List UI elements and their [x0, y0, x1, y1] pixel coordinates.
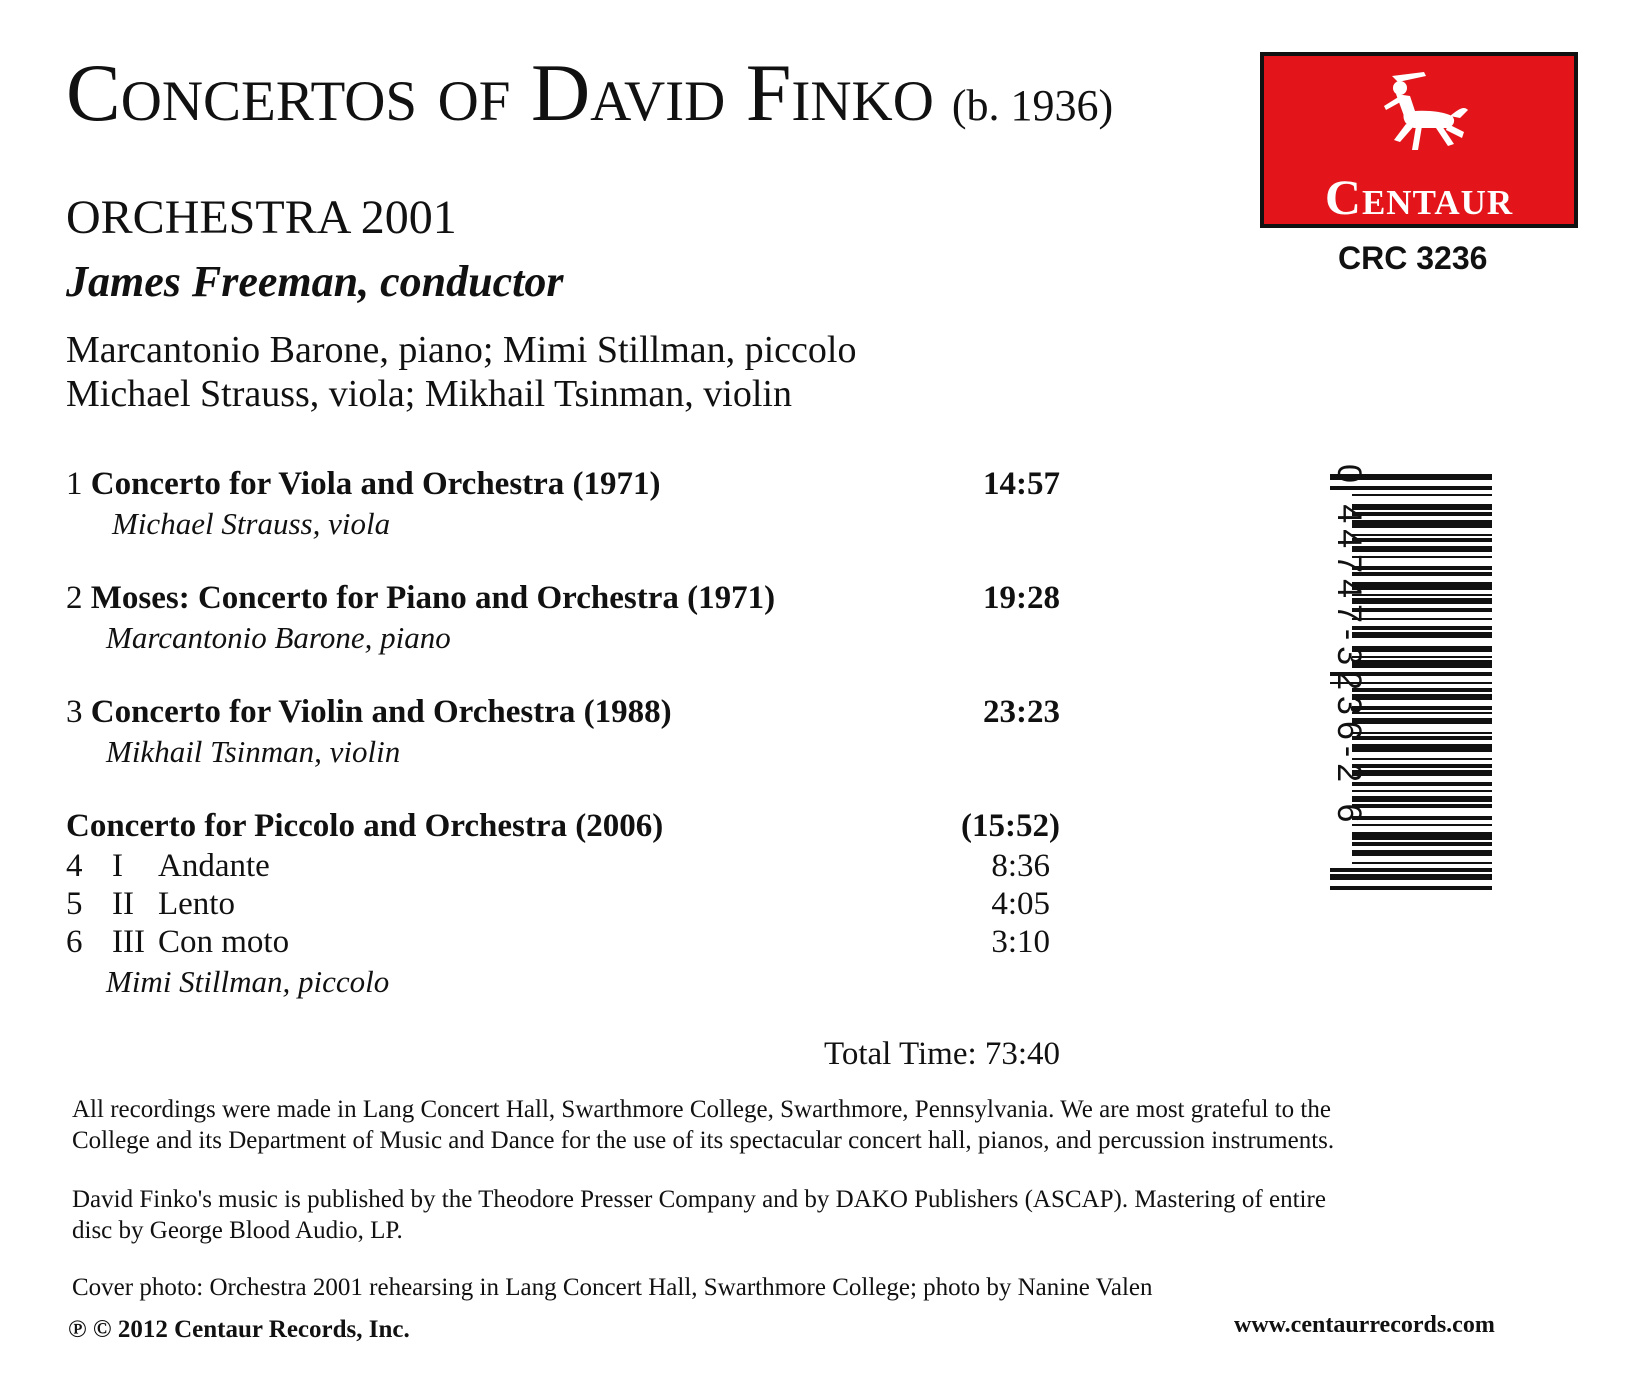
barcode-bar [1352, 494, 1492, 496]
barcode-bar [1352, 546, 1492, 552]
barcode-bar [1352, 512, 1492, 516]
movement-name: Con moto [158, 924, 290, 960]
album-title [66, 47, 1114, 138]
barcode-bar [1352, 862, 1492, 864]
track-1-soloist: Michael Strauss, viola [112, 506, 391, 541]
barcode-bar [1352, 556, 1492, 558]
barcode-bar [1352, 618, 1492, 620]
barcode-bar [1352, 764, 1492, 768]
barcode-bar [1352, 504, 1492, 510]
barcode-bar [1352, 538, 1492, 542]
barcode-bar [1352, 582, 1492, 590]
barcode-bar [1352, 534, 1492, 536]
track-3-time: 23:23 [983, 694, 1060, 730]
movement-6-time: 3:10 [991, 924, 1050, 960]
track-number: 4 [66, 848, 83, 884]
centaur-logo [1260, 52, 1578, 228]
piccolo-concerto-heading [66, 808, 663, 845]
track-2-time: 19:28 [983, 580, 1060, 616]
track-1-heading [66, 466, 661, 503]
track-3-soloist: Mikhail Tsinman, violin [106, 734, 401, 769]
track-2-soloist: Marcantonio Barone, piano [106, 620, 451, 655]
movement-roman: I [112, 848, 123, 884]
barcode-bar [1352, 744, 1492, 752]
barcode-bar [1352, 736, 1492, 740]
piccolo-concerto-time: (15:52) [961, 808, 1060, 844]
album-title-text: Concertos of David Finko [66, 47, 934, 138]
barcode-bar [1352, 598, 1492, 604]
work-title: Concerto for Piccolo and Orchestra (2006) [66, 808, 664, 844]
publishing-note: David Finko's music is published by the Theodore Presser Company and by DAKO Publishers (ASCAP). Mastering of entire disc by George Blood Audio, LP. [72, 1186, 1326, 1244]
recording-note: All recordings were made in Lang Concert Hall, Swarthmore College, Swarthmore, Pennsylvania. We are most grateful to the College and its Department of Music and Dance for the use of its spectacular concert hall, pianos, and percussion instruments. [72, 1096, 1335, 1154]
track-1-time: 14:57 [983, 466, 1060, 502]
centaur-icon [1364, 66, 1474, 166]
movement-5 [66, 886, 235, 923]
movement-6 [66, 924, 290, 961]
barcode-bar [1352, 646, 1492, 652]
barcode-bar [1352, 660, 1492, 668]
barcode-bar [1352, 842, 1492, 846]
barcode-bar [1352, 782, 1492, 786]
catalog-number: CRC 3236 [1338, 240, 1488, 276]
conductor-name: James Freeman, conductor [66, 257, 564, 306]
track-title: Concerto for Viola and Orchestra (1971) [90, 466, 661, 502]
barcode-bar [1352, 520, 1492, 528]
barcode-bar [1352, 656, 1492, 658]
barcode-digits: 0 44747-3236-2 6 [1330, 464, 1368, 829]
track-3-heading [66, 694, 672, 731]
barcode-bar [1352, 718, 1492, 724]
barcode-bar [1352, 594, 1492, 596]
movement-roman: II [112, 886, 134, 922]
barcode-bar [1352, 572, 1492, 576]
track-number: 6 [66, 924, 83, 960]
barcode-bar [1330, 874, 1492, 880]
track-title: Concerto for Violin and Orchestra (1988) [90, 694, 672, 730]
copyright: ℗ © 2012 Centaur Records, Inc. [68, 1316, 410, 1343]
performers-line-1: Marcantonio Barone, piano; Mimi Stillman, piccolo [66, 329, 857, 371]
cover-photo-note: Cover photo: Orchestra 2001 rehearsing in Lang Concert Hall, Swarthmore College; photo by Nanine Valen [72, 1274, 1153, 1301]
performers-line-2: Michael Strauss, viola; Mikhail Tsinman, violin [66, 373, 792, 415]
movement-4-time: 8:36 [991, 848, 1050, 884]
barcode-bar [1352, 694, 1492, 700]
barcode-bar [1352, 790, 1492, 792]
barcode-bar [1352, 824, 1492, 826]
track-number: 2 [66, 580, 83, 616]
barcode-bar [1352, 850, 1492, 856]
barcode-bar [1352, 688, 1492, 692]
track-number: 5 [66, 886, 83, 922]
barcode-bar [1352, 566, 1492, 570]
barcode-bar [1352, 796, 1492, 802]
movement-name: Andante [158, 848, 270, 884]
orchestra-name: ORCHESTRA 2001 [66, 191, 457, 244]
barcode-bar [1352, 712, 1492, 714]
total-time: Total Time: 73:40 [824, 1036, 1061, 1072]
barcode-bar [1352, 832, 1492, 840]
barcode-bar [1352, 632, 1492, 638]
track-number: 1 [66, 466, 83, 502]
barcode-bar [1352, 758, 1492, 760]
track-2-heading [66, 580, 775, 617]
movement-4 [66, 848, 270, 885]
track-title: Moses: Concerto for Piano and Orchestra (1971) [90, 580, 776, 616]
barcode-bar [1352, 816, 1492, 820]
barcode-bar [1352, 804, 1492, 808]
piccolo-soloist: Mimi Stillman, piccolo [106, 964, 390, 999]
barcode-bar [1330, 886, 1492, 890]
track-number: 3 [66, 694, 83, 730]
composer-birth-year: (b. 1936) [951, 81, 1114, 130]
label-name: Centaur [1324, 169, 1514, 225]
barcode-bar [1352, 626, 1492, 630]
barcode-bar [1352, 732, 1492, 734]
barcode-bar [1352, 608, 1492, 612]
barcode-bar [1352, 706, 1492, 710]
movement-5-time: 4:05 [991, 886, 1050, 922]
barcode-bar [1330, 868, 1492, 872]
movement-name: Lento [158, 886, 235, 922]
website-link[interactable]: www.centaurrecords.com [1234, 1312, 1495, 1338]
movement-roman: III [112, 924, 145, 960]
barcode-bar [1352, 770, 1492, 776]
